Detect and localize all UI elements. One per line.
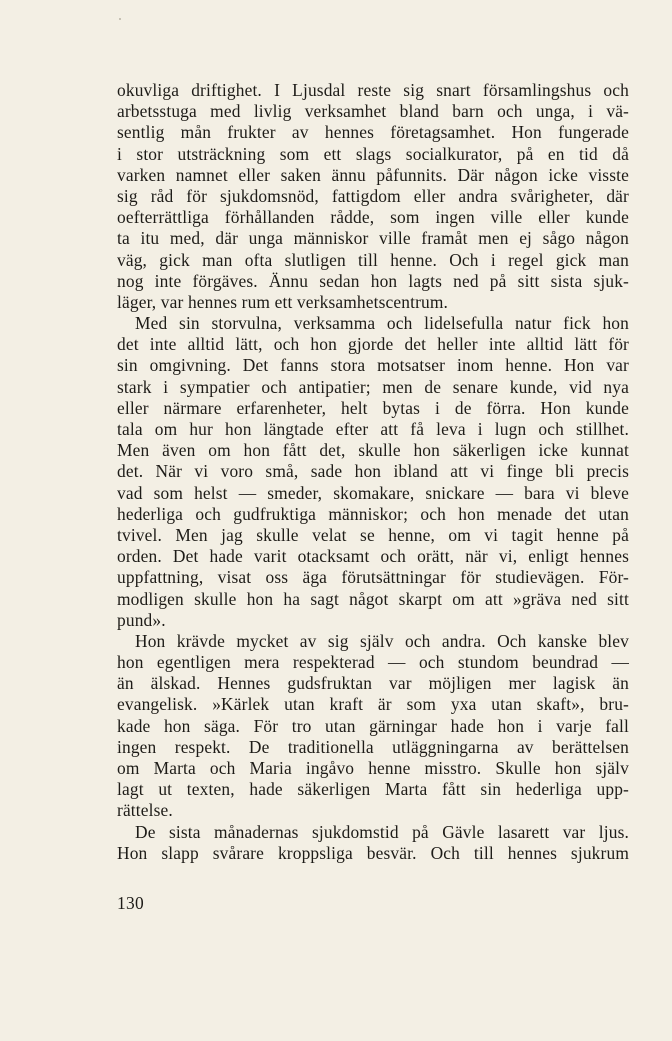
- text-line: hon egentligen mera respekterad — och stundom beundrad —: [117, 652, 629, 673]
- text-line: än älskad. Hennes gudsfruktan var möjligen mer lagisk än: [117, 673, 629, 694]
- text-line: kade hon säga. För tro utan gärningar hade hon i varje fall: [117, 715, 629, 736]
- page-speck: [119, 18, 121, 20]
- text-line: arbetsstuga med livlig verksamhet bland barn och unga, i vä-: [117, 101, 629, 122]
- text-line: okuvliga driftighet. I Ljusdal reste sig snart församlingshus och: [117, 80, 629, 100]
- text-line: eller närmare erfarenheter, helt bytas i de förra. Hon kunde: [117, 397, 629, 418]
- text-line: orden. Det hade varit otacksamt och orätt, när vi, enligt hennes: [117, 546, 629, 567]
- text-line: väg, gick man ofta slutligen till henne. Och i regel gick man: [117, 249, 629, 270]
- text-line: Hon slapp svårare kroppsliga besvär. Och till hennes sjukrum: [117, 842, 629, 863]
- text-line: ta itu med, där unga människor ville framåt men ej sågo någon: [117, 228, 629, 249]
- text-line: läger, var hennes rum ett verksamhetscentrum.: [117, 291, 449, 312]
- body-text: [117, 80, 629, 864]
- text-line: i stor utsträckning som ett slags socialkurator, på en tid då: [117, 143, 629, 164]
- text-line: vad som helst — smeder, skomakare, snickare — bara vi bleve: [117, 482, 629, 503]
- text-line: sin omgivning. Det fanns stora motsatser inom henne. Hon var: [117, 355, 629, 376]
- text-line: stark i sympatier och antipatier; men de senare kunde, vid nya: [117, 376, 629, 397]
- text-line: tvivel. Men jag skulle velat se henne, om vi tagit henne på: [117, 524, 629, 545]
- text-line: sentlig mån frukter av hennes företagsamhet. Hon fungerade: [117, 122, 629, 143]
- text-line: lagt ut texten, hade säkerligen Marta fått sin hederliga upp-: [117, 779, 629, 800]
- text-line: pund».: [117, 609, 166, 630]
- text-line: det. När vi voro små, sade hon ibland att vi finge bli precis: [117, 461, 629, 482]
- text-line: varken namnet eller saken ännu påfunnits. Där någon icke visste: [117, 164, 629, 185]
- text-line: det inte alltid lätt, och hon gjorde det heller inte alltid lätt för: [117, 334, 629, 355]
- text-line: rättelse.: [117, 800, 173, 821]
- text-line: modligen skulle hon ha sagt något skarpt om att »gräva ned sitt: [117, 588, 629, 609]
- text-line: nog inte förgäves. Ännu sedan hon lagts ned på sitt sista sjuk-: [117, 270, 629, 291]
- text-line: Men även om hon fått det, skulle hon säkerligen icke kunnat: [117, 440, 629, 461]
- text-line: tala om hur hon längtade efter att få leva i lugn och stillhet.: [117, 419, 629, 439]
- text-line: hederliga och gudfruktiga människor; och hon menade det utan: [117, 503, 629, 524]
- text-line: sig råd för sjukdomsnöd, fattigdom eller andra svårigheter, där: [117, 185, 629, 206]
- text-line: ingen respekt. De traditionella utläggningarna av berättelsen: [117, 736, 629, 757]
- text-line: Hon krävde mycket av sig själv och andra. Och kanske blev: [135, 630, 629, 651]
- text-line: Med sin storvulna, verksamma och lidelsefulla natur fick hon: [135, 313, 629, 334]
- text-line: oefterrättliga förhållanden rådde, som ingen ville eller kunde: [117, 207, 629, 228]
- text-line: uppfattning, visat oss äga förutsättningar för studievägen. För-: [117, 567, 629, 588]
- text-line: evangelisk. »Kärlek utan kraft är som yxa utan skaft», bru-: [117, 694, 629, 715]
- text-line: De sista månadernas sjukdomstid på Gävle lasarett var ljus.: [135, 821, 629, 842]
- page-number: 130: [117, 893, 144, 913]
- text-line: om Marta och Maria ingåvo henne misstro. Skulle hon själv: [117, 758, 629, 778]
